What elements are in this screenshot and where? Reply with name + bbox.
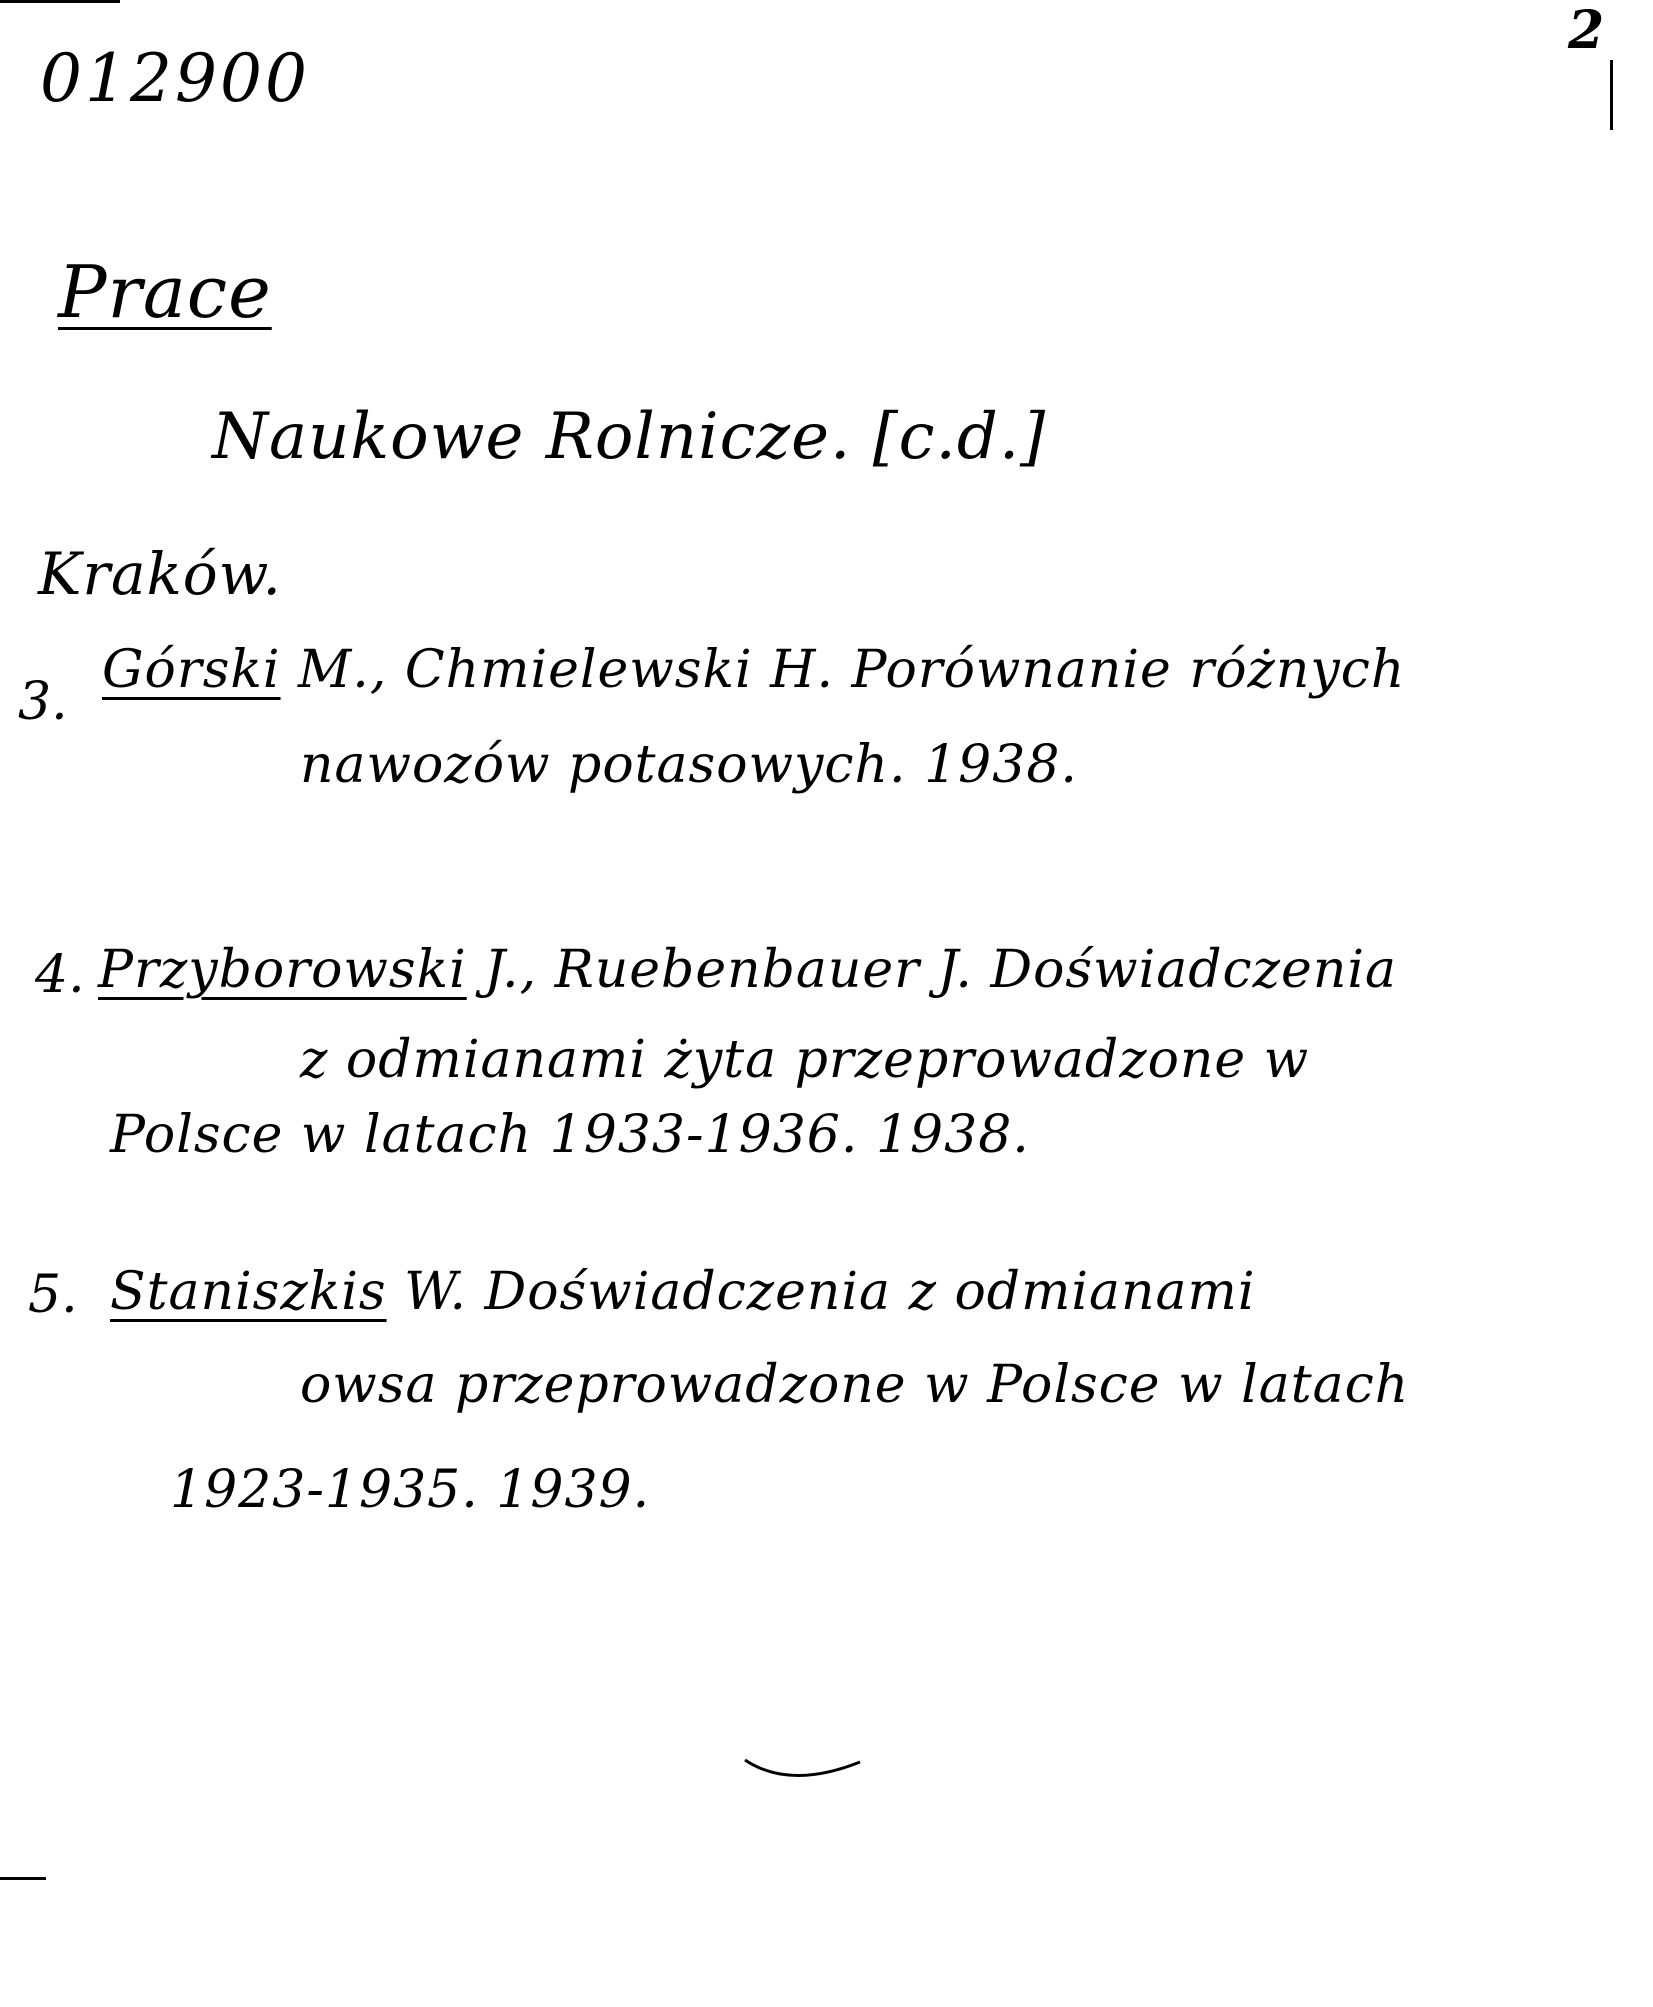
entry-line: nawozów potasowych. 1938. — [300, 735, 1078, 795]
entry-line: owsa przeprowadzone w Polsce w latach — [300, 1355, 1410, 1415]
entry-line: 1923-1935. 1939. — [170, 1460, 651, 1520]
entry-number: 4. — [35, 945, 85, 1005]
entry-author: Przyborowski — [98, 940, 467, 1000]
card-heading: Prace — [58, 250, 272, 334]
series-title: Naukowe Rolnicze. [c.d.] — [212, 400, 1047, 474]
scan-edge-mark — [1610, 60, 1613, 130]
entry-author: Staniszkis — [110, 1262, 387, 1322]
catalog-number: 012900 — [40, 40, 310, 117]
entry-text: M., Chmielewski H. Porównanie różnych — [280, 640, 1406, 700]
scan-edge-mark — [0, 1877, 46, 1880]
entry-text: W. Doświadczenia z odmianami — [386, 1262, 1256, 1322]
entry-number: 5. — [28, 1265, 78, 1325]
entry-line: Polsce w latach 1933-1936. 1938. — [110, 1105, 1030, 1165]
entry-text: J., Ruebenbauer J. Doświadczenia — [466, 940, 1397, 1000]
entry-line — [98, 940, 1397, 1000]
entry-line — [110, 1262, 1255, 1322]
scan-edge-mark — [0, 0, 120, 3]
entry-line — [102, 640, 1405, 700]
page-mark: 2 — [1568, 0, 1606, 61]
entry-line: z odmianami żyta przeprowadzone w — [300, 1030, 1310, 1090]
entry-author: Górski — [102, 640, 281, 700]
entry-number: 3. — [18, 672, 68, 732]
city-label: Kraków. — [38, 540, 282, 608]
